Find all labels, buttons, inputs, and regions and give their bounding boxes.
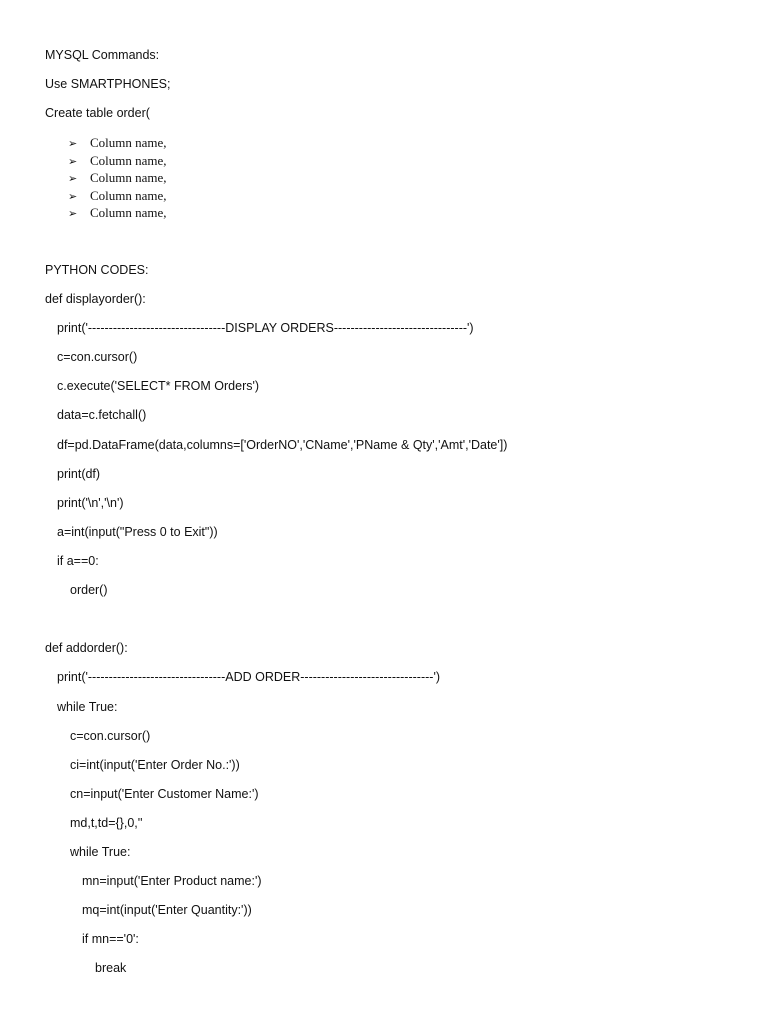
code-line: c=con.cursor() bbox=[70, 729, 151, 743]
code-line: mq=int(input('Enter Quantity:')) bbox=[82, 903, 252, 917]
code-line: def addorder(): bbox=[45, 641, 128, 655]
code-line: mn=input('Enter Product name:') bbox=[82, 874, 262, 888]
column-list-item bbox=[68, 169, 167, 187]
column-list-item bbox=[68, 204, 167, 222]
column-list bbox=[68, 134, 167, 222]
code-line: def displayorder(): bbox=[45, 292, 146, 306]
mysql-heading: MYSQL Commands: bbox=[45, 48, 160, 62]
code-line: print('\n','\n') bbox=[57, 496, 124, 510]
column-name-text: Column name, bbox=[90, 205, 167, 220]
code-line: cn=input('Enter Customer Name:') bbox=[70, 787, 259, 801]
arrow-bullet-icon: ➢ bbox=[68, 207, 78, 220]
code-line: while True: bbox=[57, 700, 118, 714]
use-statement: Use SMARTPHONES; bbox=[45, 77, 171, 91]
column-name-text: Column name, bbox=[90, 187, 167, 203]
arrow-bullet-icon: ➢ bbox=[68, 137, 78, 150]
column-name-text: Column name, bbox=[90, 135, 167, 150]
code-line: if mn=='0': bbox=[82, 932, 139, 946]
code-line: print('---------------------------------ADD ORDER--------------------------------') bbox=[57, 670, 440, 684]
code-line: if a==0: bbox=[57, 554, 99, 568]
code-line: break bbox=[95, 961, 127, 975]
arrow-bullet-icon: ➢ bbox=[68, 189, 78, 203]
arrow-bullet-icon: ➢ bbox=[68, 172, 78, 185]
code-line: c=con.cursor() bbox=[57, 350, 138, 364]
python-heading: PYTHON CODES: bbox=[45, 263, 149, 277]
column-name-text: Column name, bbox=[90, 170, 167, 185]
column-list-item bbox=[68, 152, 167, 170]
create-table-statement: Create table order( bbox=[45, 106, 150, 120]
code-line: data=c.fetchall() bbox=[57, 408, 147, 422]
code-line: c.execute('SELECT* FROM Orders') bbox=[57, 379, 260, 393]
arrow-bullet-icon: ➢ bbox=[68, 154, 78, 168]
column-list-item bbox=[68, 134, 167, 152]
code-line: print(df) bbox=[57, 467, 101, 481]
code-line: print('---------------------------------DISPLAY ORDERS--------------------------------') bbox=[57, 321, 474, 335]
column-list-item bbox=[68, 187, 167, 205]
code-line: a=int(input("Press 0 to Exit")) bbox=[57, 525, 218, 539]
code-line: while True: bbox=[70, 845, 131, 859]
code-line: ci=int(input('Enter Order No.:')) bbox=[70, 758, 240, 772]
code-line: order() bbox=[70, 583, 108, 597]
code-line: md,t,td={},0,'' bbox=[70, 816, 143, 830]
column-name-text: Column name, bbox=[90, 152, 167, 168]
code-line: df=pd.DataFrame(data,columns=['OrderNO','CName','PName & Qty','Amt','Date']) bbox=[57, 438, 508, 452]
